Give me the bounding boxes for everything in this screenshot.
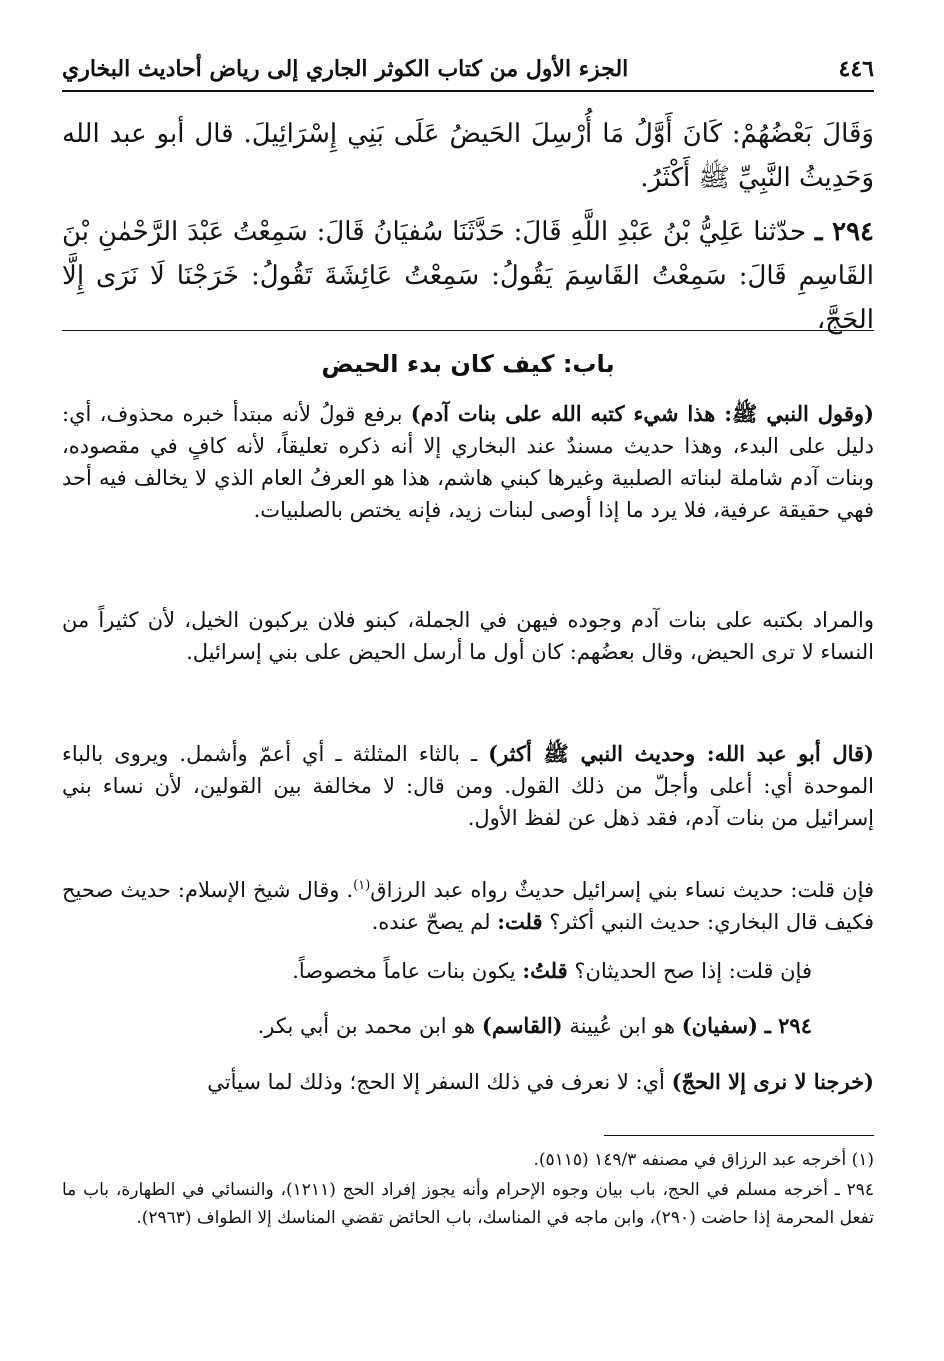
answer-label: قلتُ: <box>522 958 568 983</box>
commentary-text: لم يصحّ عنده. <box>371 910 491 934</box>
commentary-text: فإن قلت: إذا صح الحديثان؟ <box>574 959 812 983</box>
commentary-paragraph-6 <box>62 1010 812 1042</box>
commentary-text: أي: لا نعرف في ذلك السفر إلا الحج؛ وذلك لما سيأتي <box>207 1070 665 1094</box>
footnote-marker[interactable]: (١) <box>353 878 371 893</box>
commentary-paragraph-4 <box>62 870 874 938</box>
text-commentary-separator <box>62 330 874 331</box>
footnote-separator <box>604 1135 874 1136</box>
commentary-text: هو ابن عُيينة <box>569 1014 676 1038</box>
commentary-text: يكون بنات عاماً مخصوصاً. <box>292 959 516 983</box>
commentary-paragraph-2 <box>62 604 874 668</box>
chapter-title: باب: كيف كان بدء الحيض <box>321 350 615 378</box>
footnote-294: ٢٩٤ ـ أخرجه مسلم في الحج، باب بيان وجوه الإحرام وأنه يجوز إفراد الحج (١٢١١)، والنسائي في الطهارة، باب ما تفعل المحرمة إذا حاضت (٢٩٠)، وابن ماجه في المناسك، باب الحائض تقضي المناسك إلا الطواف (٢٩٦٣). <box>62 1180 874 1228</box>
page-header <box>62 56 874 92</box>
quoted-phrase: (وقول النبي ﷺ: هذا شيء كتبه الله على بنات آدم) <box>410 401 874 426</box>
quoted-phrase: (قال أبو عبد الله: وحديث النبي ﷺ أكثر) <box>488 741 874 766</box>
footnotes <box>62 1146 874 1234</box>
running-title: الجزء الأول من كتاب الكوثر الجاري إلى رياض أحاديث البخاري <box>62 56 629 82</box>
hadith-number: ٢٩٤ ـ <box>764 1013 812 1038</box>
hadith-text-continued: وَقَالَ بَعْضُهُمْ: كَانَ أَوَّلُ مَا أُرْسِلَ الحَيضُ عَلَى بَنِي إِسْرَائِيلَ. قال أبو عبد الله وَحَدِيثُ النَّبِيِّ ﷺ أَكْثَرُ. <box>62 119 874 193</box>
commentary-text: هو ابن محمد بن أبي بكر. <box>257 1014 476 1038</box>
commentary-paragraph-1 <box>62 398 874 526</box>
hadith-body: حدّثنا عَلِيُّ بْنُ عَبْدِ اللَّهِ قَالَ: حَدَّثَنَا سُفيَانُ قَالَ: سَمِعْتُ عَبْدَ الرَّحْمٰنِ بْنَ القَاسِمِ قَالَ: سَمِعْتُ القَاسِمَ يَقُولُ: سَمِعْتُ عَائِشَةَ تَقُولُ: خَرَجْنَا لَا نَرَى إِلَّا الحَجَّ، <box>62 217 874 335</box>
commentary-text: برفع قولُ لأنه مبتدأ خبره محذوف، أي: دليل على البدء، وهذا حديث مسندٌ عند البخاري إلا أنه ذكره تعليقاً، لأنه كافٍ في مقصوده، وبنات آدم شاملة لبناته الصلبية وغيرها كبني هاشم، هذا هو العرفُ العام الذي لا يخالف فيه أحد فهي حقيقة عرفية، فلا يرد ما إذا أوصى لبنات زيد، فإنه يختص بالصلبيات. <box>62 402 874 522</box>
hadith-number: ٢٩٤ ـ <box>814 217 875 247</box>
commentary-text: فإن قلت: حديث نساء بني إسرائيل حديثٌ رواه عبد الرزاق <box>370 878 875 902</box>
commentary-paragraph-7 <box>62 1066 874 1098</box>
page-number: ٤٤٦ <box>838 56 874 82</box>
quoted-phrase: (خرجنا لا نرى إلا الحجّ) <box>671 1069 874 1094</box>
commentary-text: والمراد بكتبه على بنات آدم وجوده فيهن في الجملة، كبنو فلان يركبون الخيل، لأن كثيراً من النساء لا ترى الحيض، وقال بعضُهم: كان أول ما أرسل الحيض على بني إسرائيل. <box>62 608 874 664</box>
narrator-name: (القاسم) <box>481 1013 563 1038</box>
footnote-1: (١) أخرجه عبد الرزاق في مصنفه ١٤٩/٣ (٥١١٥). <box>533 1150 874 1170</box>
commentary-paragraph-3 <box>62 738 874 834</box>
commentary-paragraph-5 <box>62 955 812 987</box>
commentary-text: ـ بالثاء المثلثة ـ أي أعمّ وأشمل. ويروى بالباء الموحدة أي: أعلى وأجلّ من ذلك القول. ومن قال: لا مخالفة بين القولين، لأن نساء بني إسرائيل من بنات آدم، فقد ذهل عن لفظ الأول. <box>62 742 874 830</box>
commentary-text: . وقال شيخ الإسلام: حديث صحيح فكيف قال البخاري: حديث النبي أكثر؟ <box>62 878 874 934</box>
hadith-294 <box>62 210 874 342</box>
answer-label: قلت: <box>497 909 543 934</box>
narrator-name: (سفيان) <box>681 1013 758 1038</box>
